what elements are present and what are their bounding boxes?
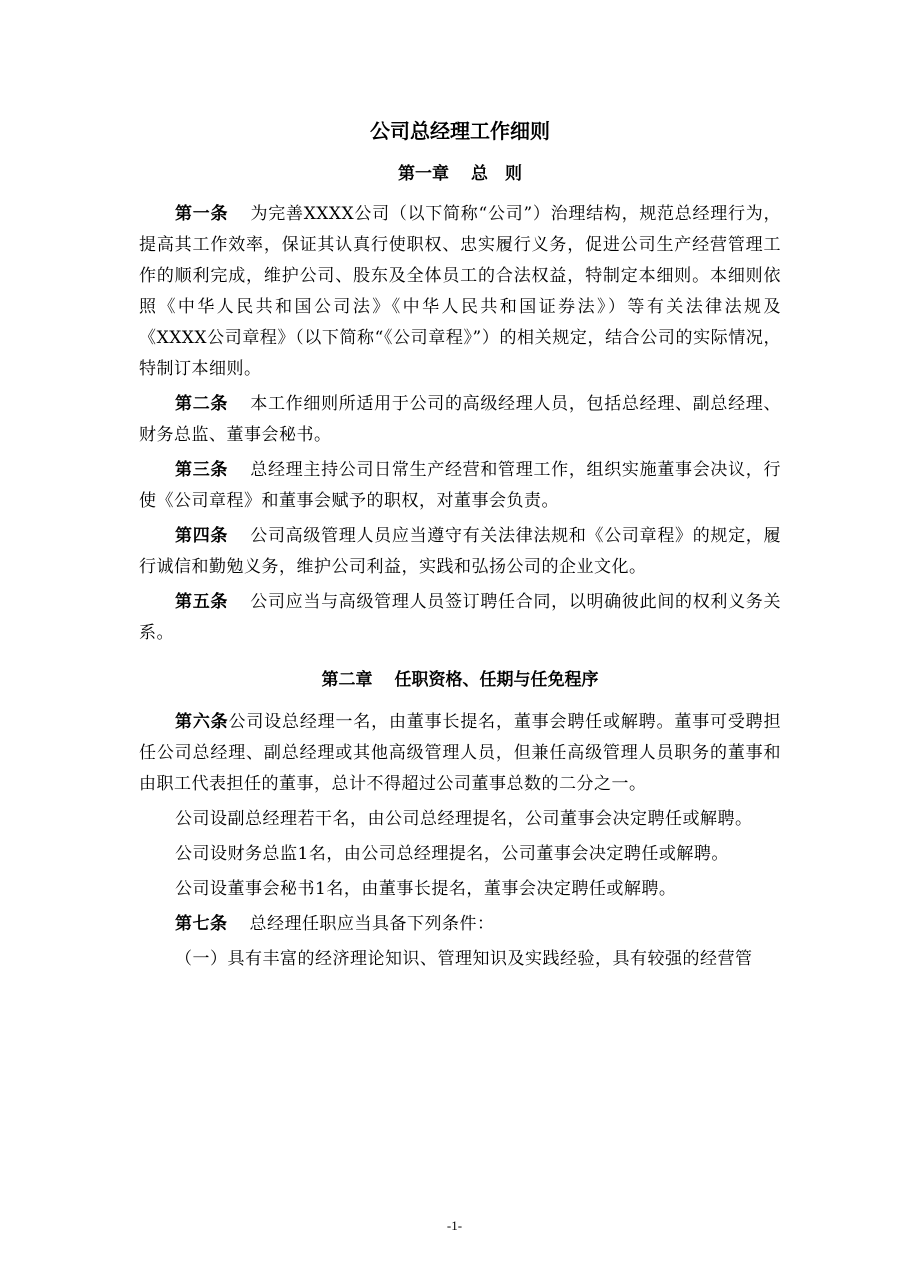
chapter-1-heading [139,157,781,191]
article-1 [139,199,781,385]
chapter-1-number: 第一章 [398,164,449,184]
article-7 [139,909,781,940]
article-6-label: 第六条 [175,712,229,732]
article-4-text: 公司高级管理人员应当遵守有关法律法规和《公司章程》的规定，履行诚信和勤勉义务，维护公司利益，实践和弘扬公司的企业文化。 [139,526,782,577]
article-4-label: 第四条 [175,526,229,546]
chapter-1-title: 总 则 [471,164,522,184]
article-2 [139,389,781,451]
article-7-label: 第七条 [175,914,228,934]
article-6 [139,707,781,800]
article-2-label: 第二条 [175,394,229,414]
article-6-clause-4: 公司设董事会秘书1名，由董事长提名，董事会决定聘任或解聘。 [175,879,677,899]
article-5-text: 公司应当与高级管理人员签订聘任合同，以明确彼此间的权利义务关系。 [139,592,782,643]
article-3-text: 总经理主持公司日常生产经营和管理工作，组织实施董事会决议，行使《公司章程》和董事会赋予的职权，对董事会负责。 [139,460,782,511]
article-7-text: 总经理任职应当具备下列条件： [249,914,495,934]
article-7-item-1: （一）具有丰富的经济理论知识、管理知识及实践经验，具有较强的经营管 [175,949,753,969]
article-4 [139,521,781,583]
article-6-clause-3: 公司设财务总监1名，由公司总经理提名，公司董事会决定聘任或解聘。 [175,844,729,864]
article-6-text: 公司设总经理一名，由董事长提名，董事会聘任或解聘。董事可受聘担任公司总经理、副总经理或其他高级管理人员，但兼任高级管理人员职务的董事和由职工代表担任的董事，总计不得超过公司董事总数的二分之一。 [139,712,781,794]
article-5 [139,587,781,649]
article-6-clause-2: 公司设副总经理若干名，由公司总经理提名，公司董事会决定聘任或解聘。 [175,809,753,829]
article-3-label: 第三条 [175,460,229,480]
chapter-2-number: 第二章 [321,670,373,690]
document-content [139,112,781,979]
chapter-2-heading [139,663,781,697]
chapter-2-title: 任职资格、任期与任免程序 [394,670,599,690]
article-2-text: 本工作细则所适用于公司的高级经理人员，包括总经理、副总经理、财务总监、董事会秘书。 [139,394,782,445]
article-5-label: 第五条 [175,592,229,612]
article-3 [139,455,781,517]
article-1-text: 为完善XXXX公司（以下简称“公司”）治理结构，规范总经理行为，提高其工作效率，保证其认真行使职权、忠实履行义务，促进公司生产经营管理工作的顺利完成，维护公司、股东及全体员工的合法权益，特制定本细则。本细则依照《中华人民共和国公司法》《中华人民共和国证券法》）等有关法律法规及《XXXX公司章程》（以下简称“《公司章程》”）的相关规定，结合公司的实际情况，特制订本细则。 [139,204,782,379]
article-1-label: 第一条 [175,204,229,224]
page-number: -1- [446,1218,463,1233]
document-title: 公司总经理工作细则 [370,119,550,143]
